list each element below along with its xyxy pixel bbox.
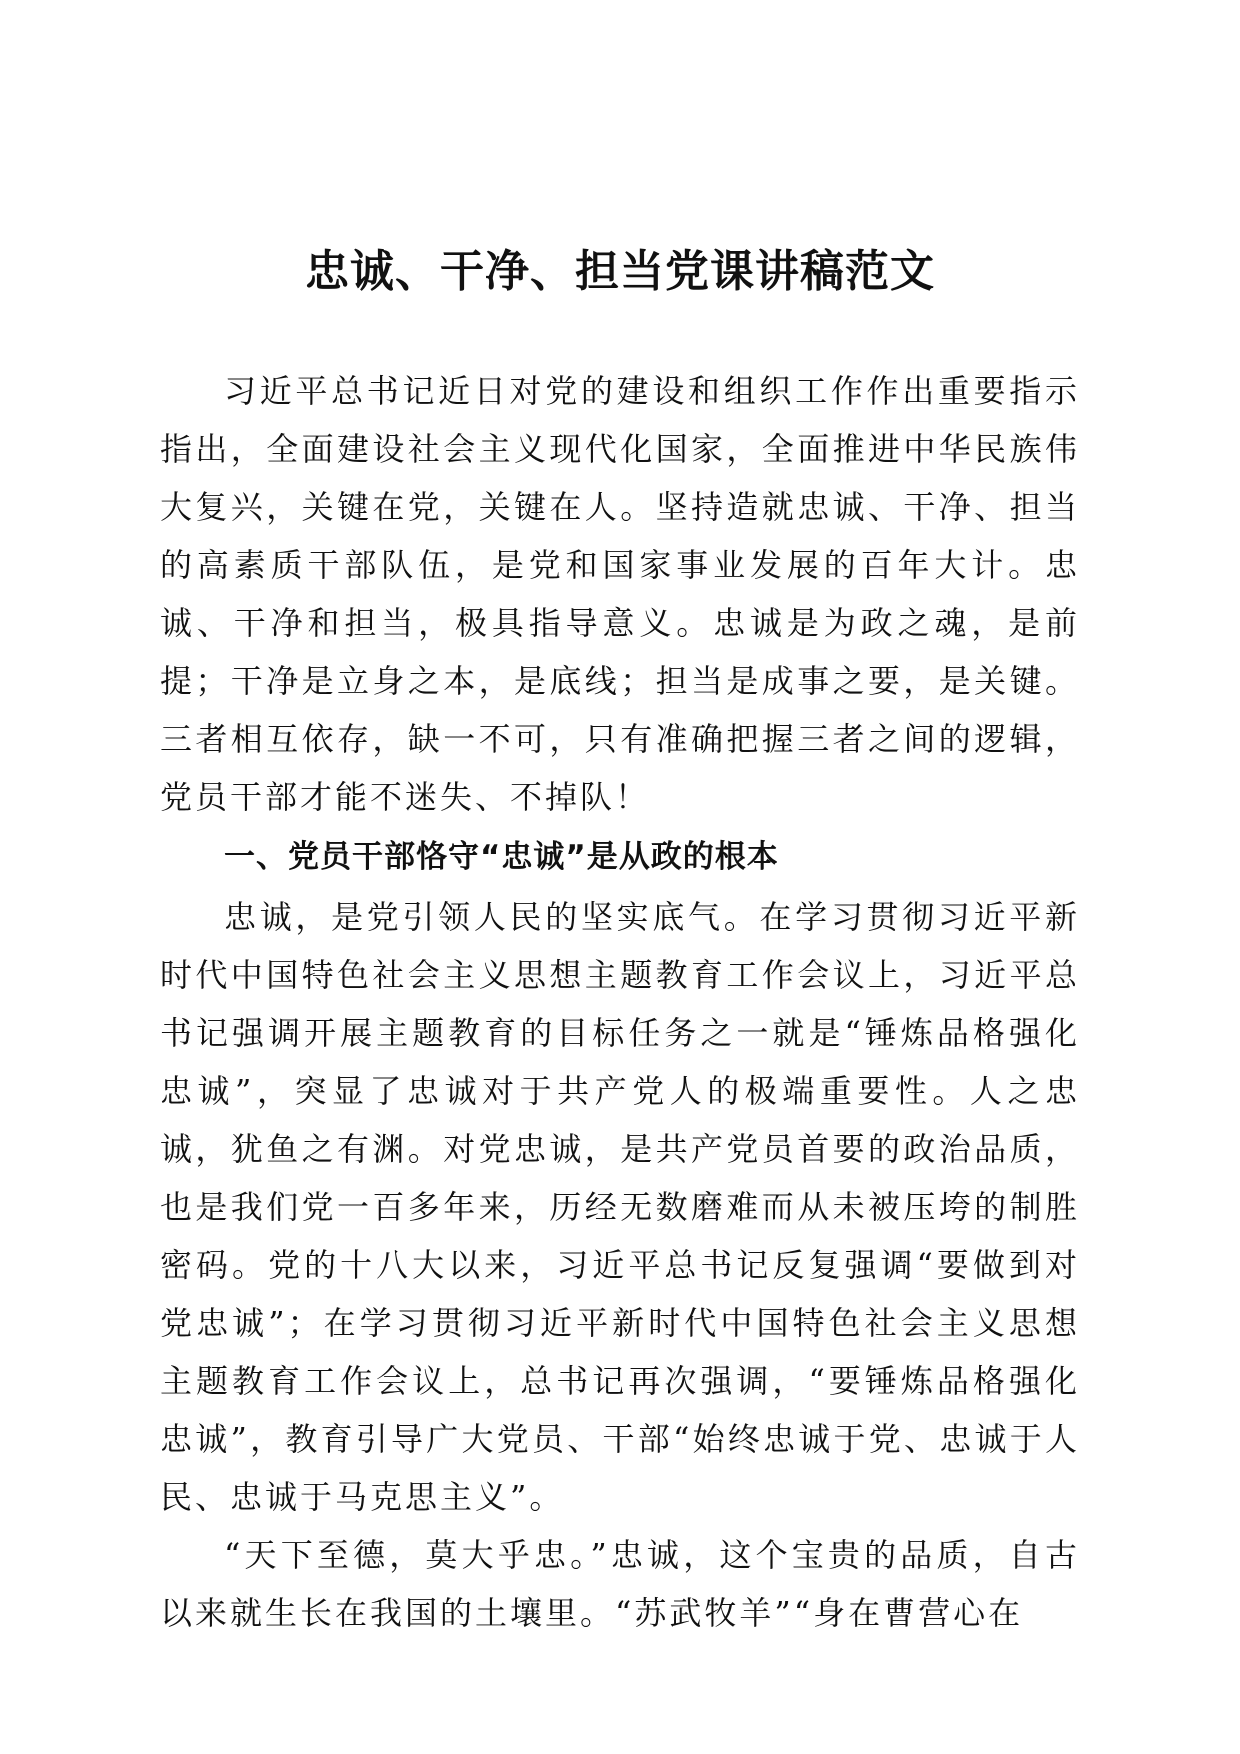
document-body	[160, 362, 1080, 1642]
body-paragraph: 忠诚，是党引领人民的坚实底气。在学习贯彻习近平新时代中国特色社会主义思想主题教育工作会议上，习近平总书记强调开展主题教育的目标任务之一就是“锤炼品格强化忠诚”，突显了忠诚对于共产党人的极端重要性。人之忠诚，犹鱼之有渊。对党忠诚，是共产党员首要的政治品质，也是我们党一百多年来，历经无数磨难而从未被压垮的制胜密码。党的十八大以来，习近平总书记反复强调“要做到对党忠诚”；在学习贯彻习近平新时代中国特色社会主义思想主题教育工作会议上，总书记再次强调，“要锤炼品格强化忠诚”，教育引导广大党员、干部“始终忠诚于党、忠诚于人民、忠诚于马克思主义”。	[160, 898, 1080, 1516]
body-paragraph: “天下至德，莫大乎忠。”忠诚，这个宝贵的品质，自古以来就生长在我国的土壤里。“苏武牧羊”“身在曹营心在	[160, 1536, 1080, 1632]
document-title: 忠诚、干净、担当党课讲稿范文	[305, 246, 935, 297]
section-heading: 一、党员干部恪守“忠诚”是从政的根本	[224, 839, 779, 875]
intro-paragraph: 习近平总书记近日对党的建设和组织工作作出重要指示指出，全面建设社会主义现代化国家，全面推进中华民族伟大复兴，关键在党，关键在人。坚持造就忠诚、干净、担当的高素质干部队伍，是党和国家事业发展的百年大计。忠诚、干净和担当，极具指导意义。忠诚是为政之魂，是前提；干净是立身之本，是底线；担当是成事之要，是关键。三者相互依存，缺一不可，只有准确把握三者之间的逻辑，党员干部才能不迷失、不掉队！	[160, 372, 1080, 816]
